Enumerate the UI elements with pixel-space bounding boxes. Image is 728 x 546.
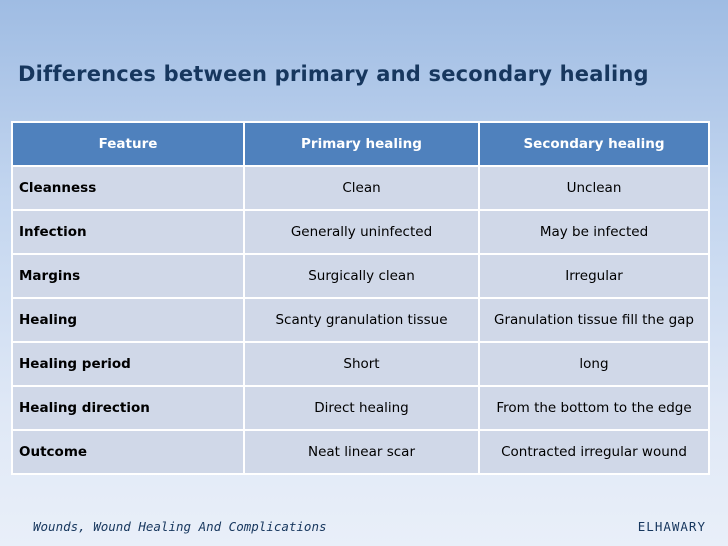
table-row xyxy=(12,430,709,474)
header-primary-healing: Primary healing xyxy=(244,122,479,166)
row-feature-cell: Outcome xyxy=(12,430,244,474)
row-secondary-cell: long xyxy=(479,342,709,386)
header-feature: Feature xyxy=(12,122,244,166)
row-secondary-cell: Unclean xyxy=(479,166,709,210)
footer-author: ELHAWARY xyxy=(637,519,706,534)
footer-course-title: Wounds, Wound Healing And Complications xyxy=(33,519,327,534)
row-primary-cell: Clean xyxy=(244,166,479,210)
row-secondary-cell: Irregular xyxy=(479,254,709,298)
row-primary-cell: Direct healing xyxy=(244,386,479,430)
row-primary-cell: Generally uninfected xyxy=(244,210,479,254)
table-row xyxy=(12,298,709,342)
row-feature-cell: Healing direction xyxy=(12,386,244,430)
table-row xyxy=(12,254,709,298)
table-row xyxy=(12,386,709,430)
row-secondary-cell: May be infected xyxy=(479,210,709,254)
row-primary-cell: Neat linear scar xyxy=(244,430,479,474)
row-primary-cell: Surgically clean xyxy=(244,254,479,298)
table-row xyxy=(12,166,709,210)
row-secondary-cell: From the bottom to the edge xyxy=(479,386,709,430)
row-secondary-cell: Contracted irregular wound xyxy=(479,430,709,474)
row-feature-cell: Cleanness xyxy=(12,166,244,210)
row-feature-cell: Healing period xyxy=(12,342,244,386)
comparison-table xyxy=(11,121,710,475)
row-feature-cell: Healing xyxy=(12,298,244,342)
row-primary-cell: Short xyxy=(244,342,479,386)
slide-title: Differences between primary and secondary healing xyxy=(18,62,649,86)
row-feature-cell: Infection xyxy=(12,210,244,254)
table-row xyxy=(12,342,709,386)
row-feature-cell: Margins xyxy=(12,254,244,298)
table-header-row xyxy=(12,122,709,166)
row-secondary-cell: Granulation tissue fill the gap xyxy=(479,298,709,342)
header-secondary-healing: Secondary healing xyxy=(479,122,709,166)
row-primary-cell: Scanty granulation tissue xyxy=(244,298,479,342)
table-row xyxy=(12,210,709,254)
